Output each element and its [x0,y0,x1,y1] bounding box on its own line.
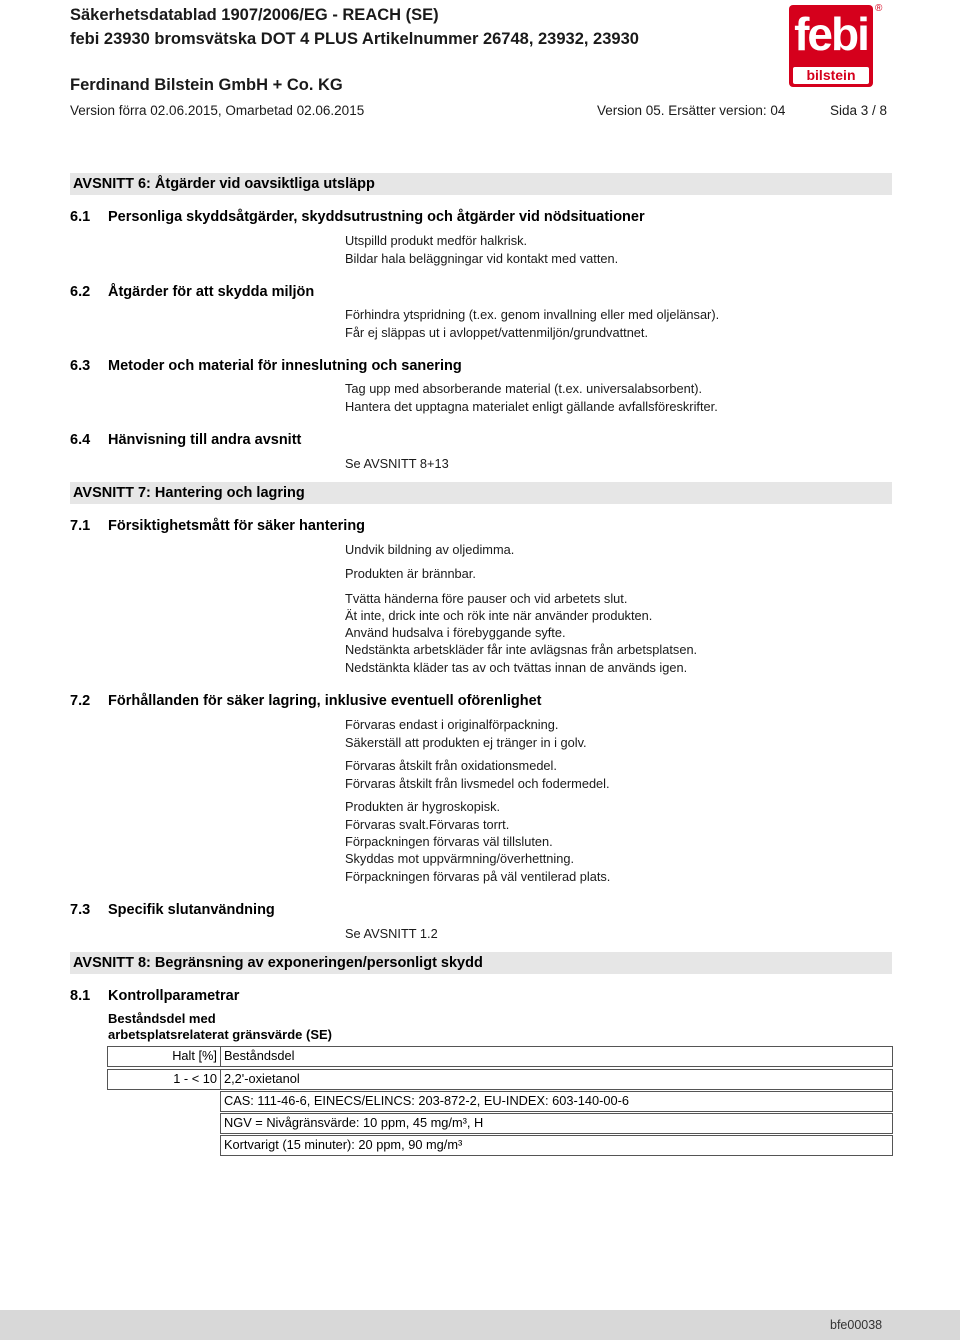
s81-title: Kontrollparametrar [108,988,240,1004]
table-header-concentration: Halt [%] [107,1046,221,1067]
s64-line: Se AVSNITT 8+13 [345,456,449,471]
s72-line: Säkerställ att produkten ej tränger in i golv. [345,735,587,750]
s81-number: 8.1 [70,988,91,1004]
s72-line: Förvaras åtskilt från livsmedel och fodermedel. [345,776,610,791]
febi-bilstein-logo [789,5,873,87]
table-header-substance: Beståndsdel [220,1046,893,1067]
s72-line: Förpackningen förvaras på väl ventilerad plats. [345,869,611,884]
registered-mark: ® [875,3,883,14]
s72-number: 7.2 [70,693,91,709]
s71-line: Nedstänkta arbetskläder får inte avlägsnas från arbetsplatsen. [345,642,698,657]
s72-line: Förvaras svalt.Förvaras torrt. [345,817,510,832]
section-8-heading: AVSNITT 8: Begränsning av exponeringen/personligt skydd [70,952,892,974]
table-cell-concentration: 1 - < 10 [107,1069,221,1090]
logo-bilstein-text: bilstein [806,67,856,83]
section-7-heading: AVSNITT 7: Hantering och lagring [70,482,892,504]
s71-line: Undvik bildning av oljedimma. [345,542,515,557]
table-cell-substance: 2,2'-oxietanol [220,1069,893,1090]
s71-number: 7.1 [70,518,91,534]
version-info: Version 05. Ersätter version: 04 [597,103,786,118]
s81-subtitle: Beståndsdel med [108,1011,216,1026]
footer-code: bfe00038 [830,1318,883,1332]
section-6-heading: AVSNITT 6: Åtgärder vid oavsiktliga utsläpp [70,173,892,195]
s62-title: Åtgärder för att skydda miljön [108,284,315,300]
s72-line: Skyddas mot uppvärmning/överhettning. [345,851,575,866]
page-number: Sida 3 / 8 [830,103,888,118]
logo-febi-text: febi [794,8,868,60]
s63-line: Tag upp med absorberande material (t.ex. universalabsorbent). [345,381,703,396]
table-detail-row: CAS: 111-46-6, EINECS/ELINCS: 203-872-2, EU-INDEX: 603-140-00-6 [220,1091,893,1112]
s64-number: 6.4 [70,432,91,448]
s71-line: Nedstänkta kläder tas av och tvättas innan de används igen. [345,660,688,675]
product-title: febi 23930 bromsvätska DOT 4 PLUS Artikelnummer 26748, 23932, 23930 [70,30,639,48]
s61-number: 6.1 [70,209,91,225]
s72-line: Förpackningen förvaras väl tillsluten. [345,834,553,849]
revision-info: Version förra 02.06.2015, Omarbetad 02.06.2015 [70,103,365,118]
s73-title: Specifik slutanvändning [108,902,275,918]
s61-line: Utspilld produkt medför halkrisk. [345,233,528,248]
s71-line: Tvätta händerna före pauser och vid arbetets slut. [345,591,628,606]
document-title: Säkerhetsdatablad 1907/2006/EG - REACH (SE) [70,6,439,24]
s61-line: Bildar hala beläggningar vid kontakt med vatten. [345,251,619,266]
table-detail-row: Kortvarigt (15 minuter): 20 ppm, 90 mg/m³ [220,1135,893,1156]
s71-line: Ät inte, drick inte och rök inte när använder produkten. [345,608,653,623]
s71-line: Använd hudsalva i förebyggande syfte. [345,625,566,640]
s72-line: Produkten är hygroskopisk. [345,799,501,814]
s62-number: 6.2 [70,284,91,300]
s62-line: Får ej släppas ut i avloppet/vattenmiljön/grundvattnet. [345,325,649,340]
s72-line: Förvaras endast i originalförpackning. [345,717,559,732]
s63-line: Hantera det upptagna materialet enligt gällande avfallsföreskrifter. [345,399,718,414]
s73-number: 7.3 [70,902,91,918]
s63-number: 6.3 [70,358,91,374]
footer-band [0,1310,960,1340]
company-name: Ferdinand Bilstein GmbH + Co. KG [70,76,343,94]
table-detail-row: NGV = Nivågränsvärde: 10 ppm, 45 mg/m³, H [220,1113,893,1134]
s72-title: Förhållanden för säker lagring, inklusive eventuell oförenlighet [108,693,542,709]
logo-bilstein-band [793,67,869,84]
s62-line: Förhindra ytspridning (t.ex. genom invallning eller med oljelänsar). [345,307,720,322]
s71-title: Försiktighetsmått för säker hantering [108,518,366,534]
s81-subtitle: arbetsplatsrelaterat gränsvärde (SE) [108,1027,332,1042]
s73-line: Se AVSNITT 1.2 [345,926,438,941]
s64-title: Hänvisning till andra avsnitt [108,432,302,448]
s61-title: Personliga skyddsåtgärder, skyddsutrustning och åtgärder vid nödsituationer [108,209,645,225]
s63-title: Metoder och material för inneslutning och sanering [108,358,462,374]
s71-line: Produkten är brännbar. [345,566,476,581]
s72-line: Förvaras åtskilt från oxidationsmedel. [345,758,557,773]
